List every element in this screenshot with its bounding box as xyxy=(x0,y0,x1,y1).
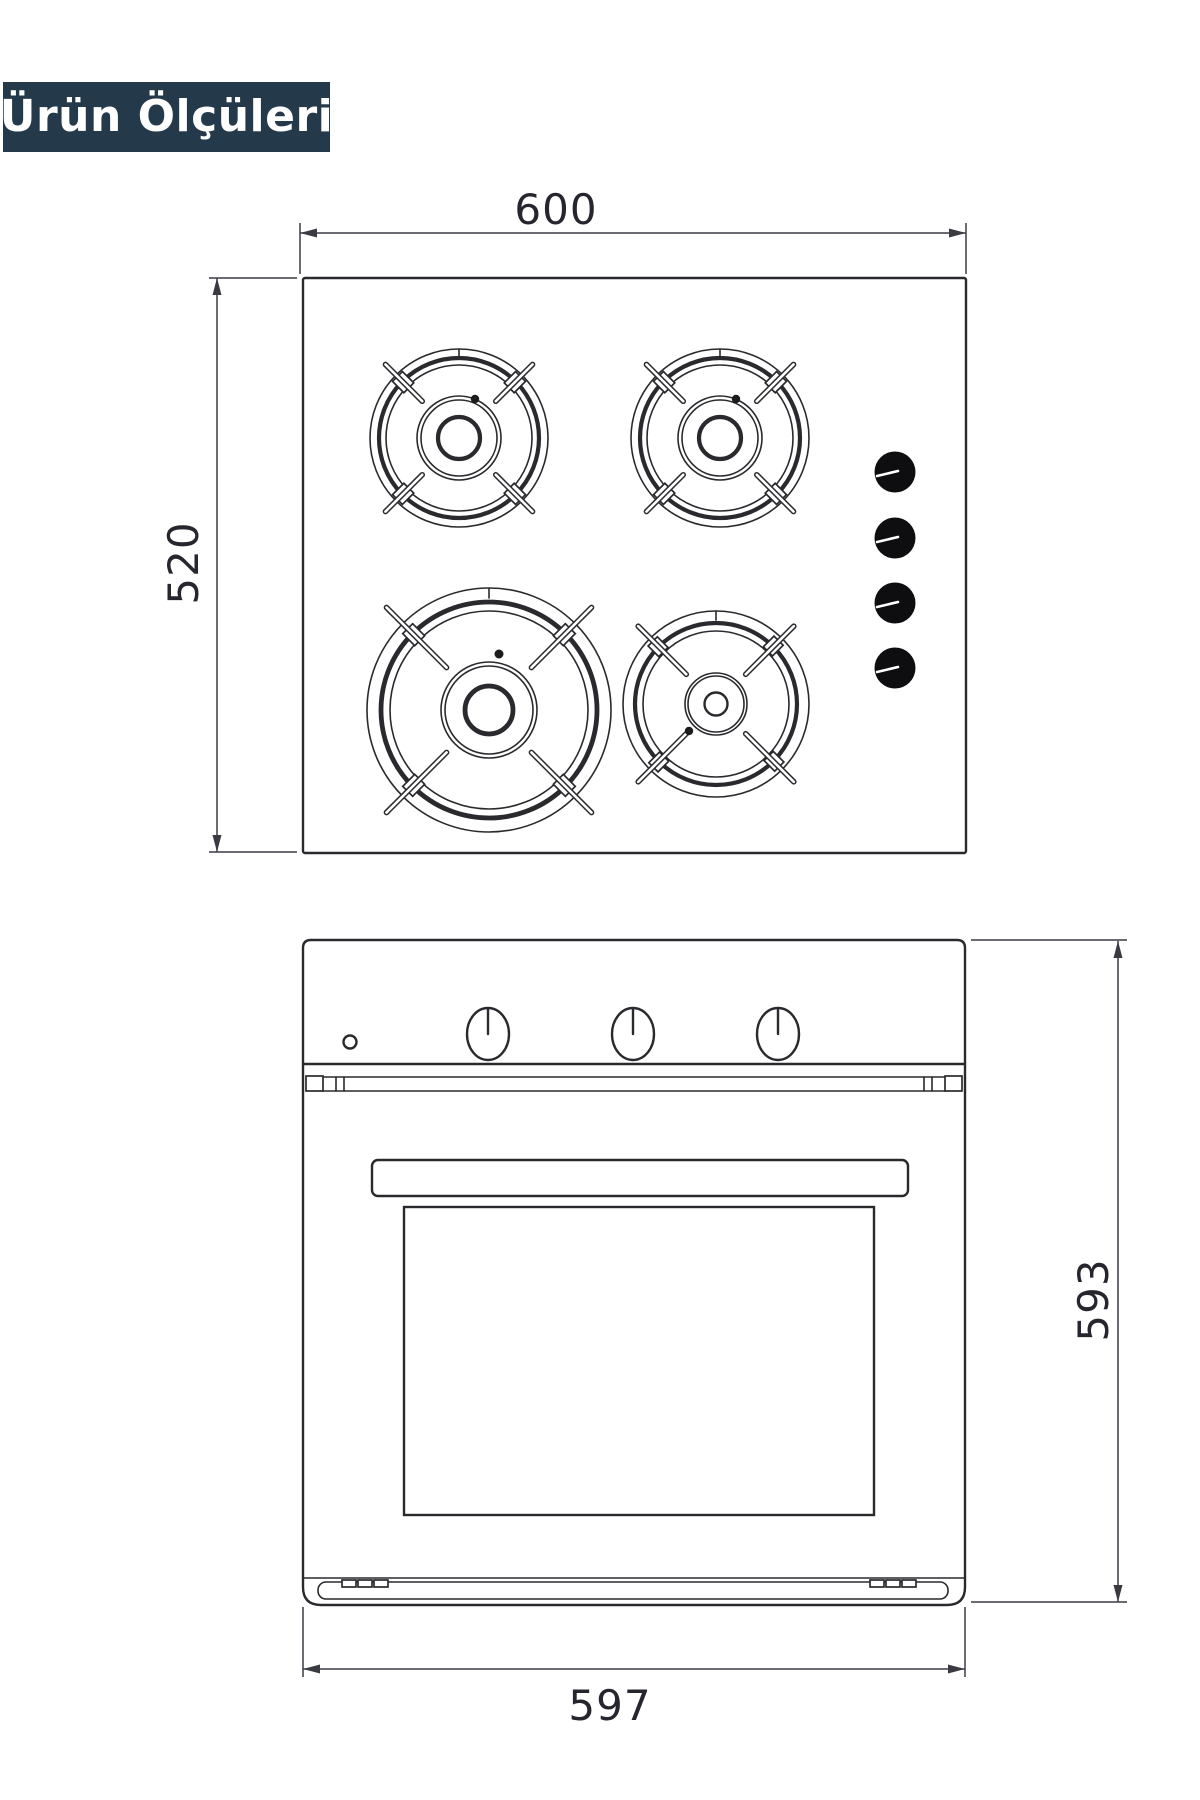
ignition-dot xyxy=(732,395,740,403)
arrow-right xyxy=(949,229,966,238)
arrow-left xyxy=(300,229,317,238)
burner-top-right xyxy=(631,349,809,527)
dim-label-597: 597 xyxy=(568,1681,652,1730)
dim-cooktop-width xyxy=(300,185,966,274)
cooktop-outline xyxy=(303,278,966,853)
oven-knob-1 xyxy=(467,1008,509,1060)
cooktop-knob-2 xyxy=(875,518,916,559)
oven-knob-2 xyxy=(612,1008,654,1060)
ignition-dot xyxy=(471,395,479,403)
bottom-clips-right xyxy=(870,1580,916,1587)
burner-top-left xyxy=(370,349,548,527)
dim-label-593: 593 xyxy=(1069,1258,1118,1342)
door-window xyxy=(404,1207,874,1515)
cooktop-knob-1 xyxy=(875,452,916,493)
cooktop-knobs xyxy=(875,452,916,689)
oven-control-panel xyxy=(303,1008,965,1064)
burner-bottom-right xyxy=(623,611,809,797)
arrow-right xyxy=(948,1665,965,1674)
ignition-dot xyxy=(685,727,693,735)
hinge-right xyxy=(945,1076,962,1091)
ignition-dot xyxy=(495,650,504,659)
dim-cooktop-depth xyxy=(159,278,297,852)
cooktop-top-view xyxy=(159,185,966,853)
oven-front-view xyxy=(303,940,1127,1730)
burner-bottom-left xyxy=(367,588,611,832)
indicator-light xyxy=(344,1036,357,1049)
dim-label-600: 600 xyxy=(514,185,598,234)
bottom-clips-left xyxy=(342,1580,388,1587)
arrow-down xyxy=(1114,1585,1123,1602)
arrow-up xyxy=(1114,941,1123,958)
cooktop-knob-4 xyxy=(875,648,916,689)
oven-handle xyxy=(372,1160,908,1196)
dim-oven-width xyxy=(303,1607,965,1730)
dim-oven-height xyxy=(971,940,1127,1602)
dim-label-520: 520 xyxy=(159,521,208,605)
page-title: Ürün Ölçüleri xyxy=(0,91,334,142)
door-top-trim xyxy=(306,1076,962,1091)
oven-knob-3 xyxy=(757,1008,799,1060)
arrow-up xyxy=(213,278,222,295)
arrow-down xyxy=(213,835,222,852)
arrow-left xyxy=(303,1665,320,1674)
bottom-vent xyxy=(318,1582,948,1599)
oven-outline xyxy=(303,940,965,1605)
cooktop-knob-3 xyxy=(875,583,916,624)
oven-door xyxy=(303,1160,965,1599)
hinge-left xyxy=(306,1076,323,1091)
